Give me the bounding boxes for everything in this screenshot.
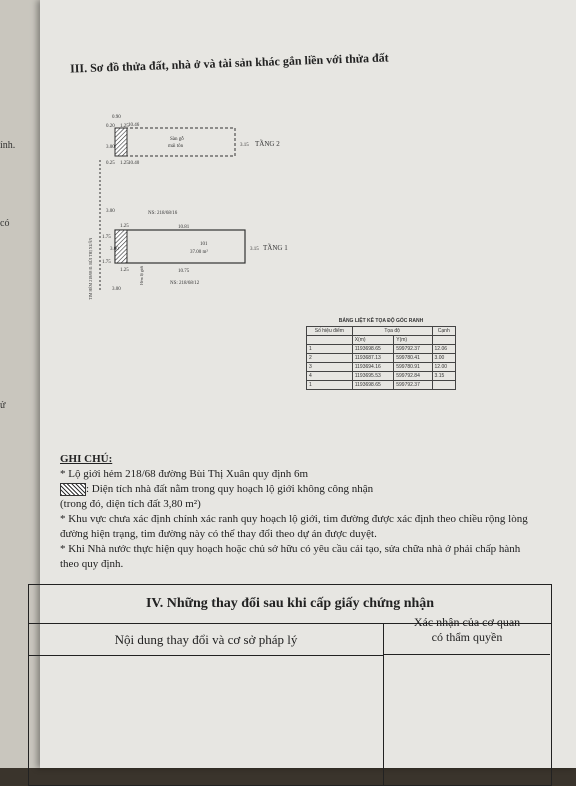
table-cell: 12.00: [432, 363, 455, 372]
floor2-left-dim: 1.25: [120, 161, 129, 166]
margin-fragment: ử: [0, 400, 6, 411]
floor2-inner-label2: mái tôn: [168, 144, 184, 149]
floor1-outline: [115, 230, 245, 263]
table-cell: 2: [307, 354, 353, 363]
floor1-left-dim: 1.25: [120, 268, 129, 273]
table-cell: 599792.37: [394, 381, 432, 390]
note-item: * Lộ giới hẻm 218/68 đường Bùi Thị Xuân quy định 6m: [60, 468, 309, 480]
table-cell: 599792.37: [394, 345, 432, 354]
floor1-label: TẦNG 1: [263, 244, 288, 252]
note-item: (trong đó, diện tích đất 3,80 m²): [60, 498, 201, 510]
table-cell: 1193698.65: [352, 345, 394, 354]
floor2-hatch-zone: [115, 128, 127, 156]
floor1-area: 37.00 m²: [190, 250, 208, 255]
street-label: TIM HẺM 218/68 Đ. BÙI THỊ XUÂN: [88, 237, 93, 300]
floor1-left-dim: 3.00: [110, 247, 119, 252]
floor1-left-dim: 1.75: [102, 260, 111, 265]
floor2-left-dim: 0.25: [106, 161, 115, 166]
floor1-right-dim: 3.15: [250, 247, 259, 252]
floor1-left-dim: 3.00: [112, 287, 121, 292]
table-cell: 12.06: [432, 345, 455, 354]
certificate-page: [40, 0, 576, 768]
hatch-legend-icon: [60, 483, 86, 496]
alley-label: Hẻm lộ giới: [139, 265, 144, 285]
table-cell: 599780.41: [394, 354, 432, 363]
coordinates-caption: BẢNG LIỆT KÊ TỌA ĐỘ GÓC RANH: [338, 318, 424, 324]
margin-fragment: có: [0, 218, 10, 229]
coord-subheader: Y(m): [394, 336, 432, 345]
floor2-left-dim: 1.25: [120, 124, 129, 129]
coordinates-table: [306, 318, 456, 390]
notes-block: [60, 452, 530, 572]
note-item: * Khu vực chưa xác định chính xác ranh quy hoạch lộ giới, tim đường được xác định theo chiều rộng lòng đường hiện trạng, tim đường này có thể thay đổi theo dự án được duyệt.: [60, 513, 528, 540]
section-title: III. Sơ đồ thửa đất, nhà ở và tài sản khác gắn liền với thửa đất: [69, 50, 389, 76]
floor2-inner-label: Sàn gỗ: [170, 137, 184, 142]
coord-header: Cạnh: [432, 327, 455, 336]
floor2-left-dim: 0.20: [106, 124, 115, 129]
table-cell: 1: [307, 345, 353, 354]
table-cell: 3.15: [432, 372, 455, 381]
floor2-right-dim: 3.15: [240, 143, 249, 148]
changes-divider: [383, 655, 384, 785]
coord-subheader: X(m): [352, 336, 394, 345]
floor1-left-dim: 1.25: [120, 224, 129, 229]
table-cell: 1193694.16: [352, 363, 394, 372]
table-cell: 1: [307, 381, 353, 390]
table-cell: 1193687.13: [352, 354, 394, 363]
table-cell: 1193698.65: [352, 381, 394, 390]
table-cell: 1193695.53: [352, 372, 394, 381]
table-cell: 3.00: [432, 354, 455, 363]
floor1-bottom-dim: 10.75: [178, 269, 190, 274]
notes-heading: GHI CHÚ:: [60, 453, 113, 465]
floor2-bottom-dim: 10.40: [128, 161, 140, 166]
floor2-left-dim: 0.90: [112, 115, 121, 120]
changes-title: IV. Những thay đổi sau khi cấp giấy chứng nhận: [29, 585, 551, 624]
coord-header: Số hiệu điểm: [307, 327, 353, 336]
neighbor-top: NS: 218/68/16: [148, 211, 178, 216]
table-cell: 599792.84: [394, 372, 432, 381]
floor2-outline: [115, 128, 235, 156]
floor1-unit: 101: [200, 242, 208, 247]
floor2-label: TẦNG 2: [255, 140, 280, 148]
floor2-top-dim: 10.46: [128, 123, 140, 128]
coord-header: Tọa độ: [352, 327, 432, 336]
note-item: * Khi Nhà nước thực hiện quy hoạch hoặc chủ sở hữu có yêu cầu cải tạo, sửa chữa nhà ở phải chấp hành theo quy định.: [60, 543, 521, 570]
table-cell: 4: [307, 372, 353, 381]
floor1-top-dim: 10.81: [178, 225, 190, 230]
margin-fragment: ính.: [0, 140, 16, 151]
changes-col-confirm: Xác nhận của cơ quan có thẩm quyền: [384, 611, 550, 655]
changes-col-content: Nội dung thay đổi và cơ sở pháp lý: [29, 623, 384, 656]
note-item: : Diện tích nhà đất nằm trong quy hoạch lộ giới không công nhận: [60, 482, 530, 497]
table-cell: 3: [307, 363, 353, 372]
table-cell: 599780.91: [394, 363, 432, 372]
changes-table: [28, 584, 552, 786]
floor1-left-dim: 1.75: [102, 235, 111, 240]
floor1-left-dim: 3.00: [106, 209, 115, 214]
floor2-left-dim: 3.00: [106, 145, 115, 150]
neighbor-bottom: NS: 218/68/12: [170, 281, 200, 286]
